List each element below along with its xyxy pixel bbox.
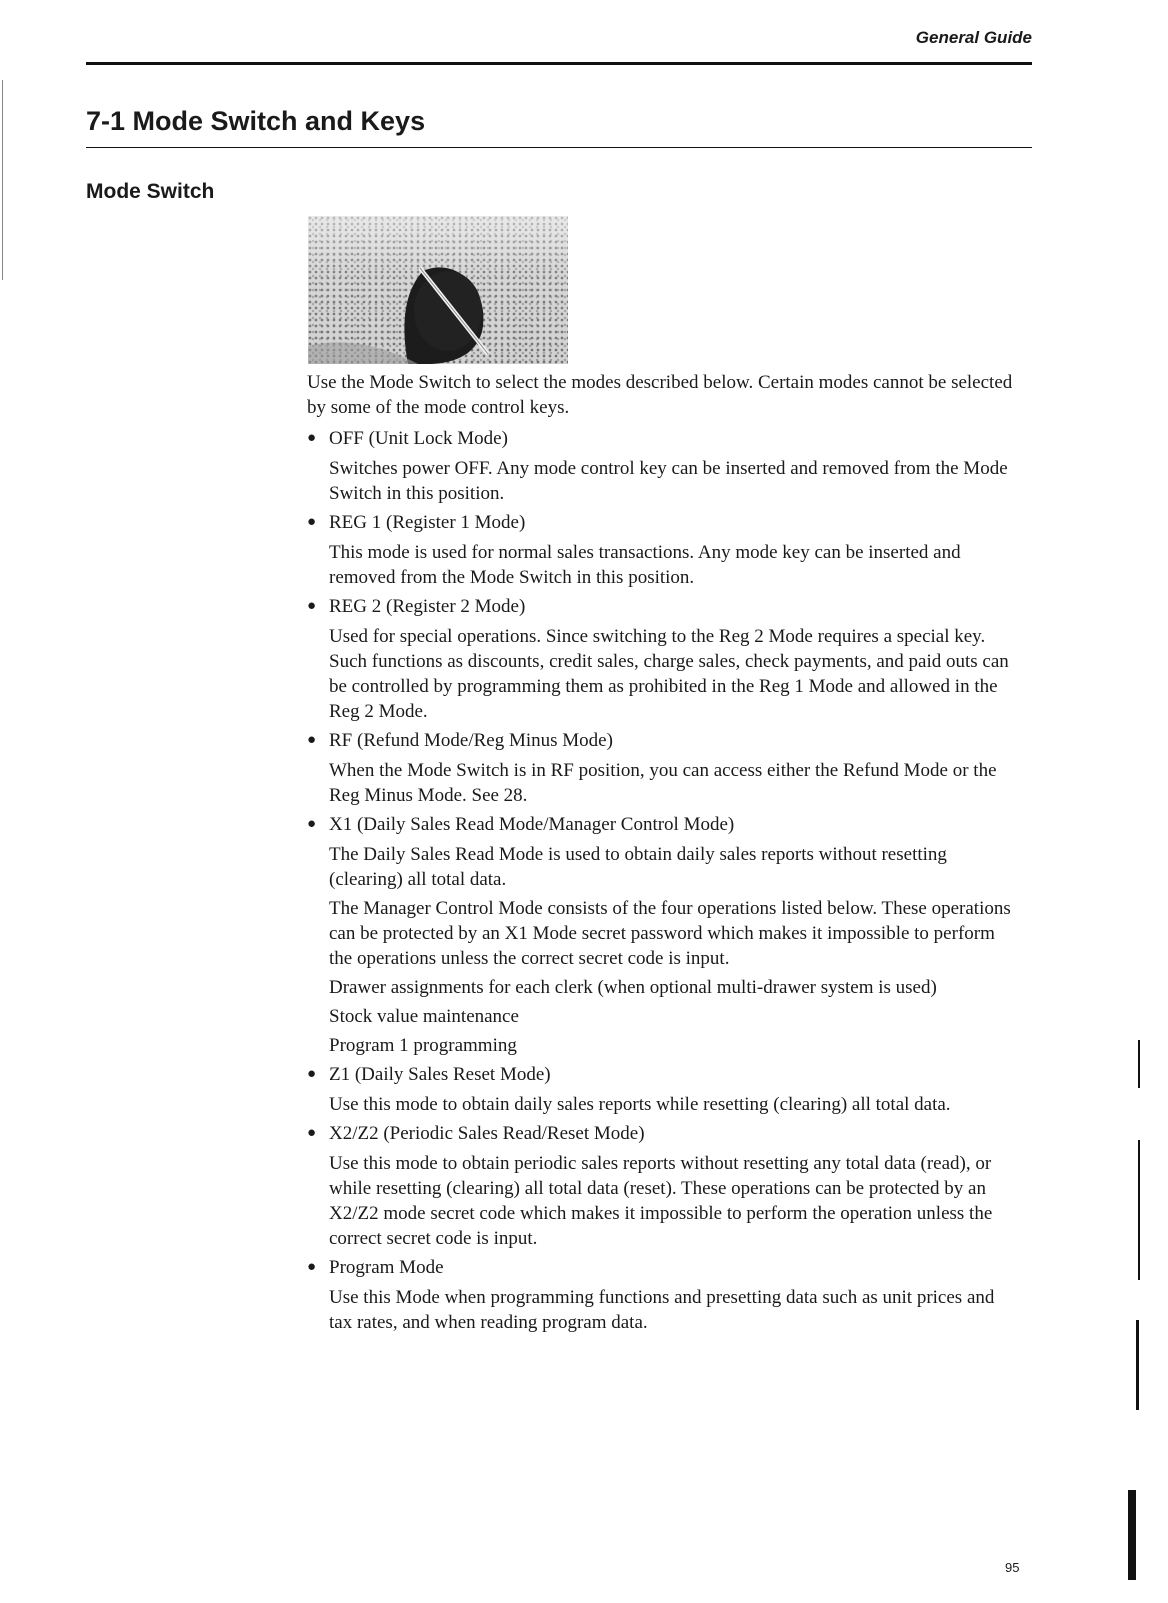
header-rule [86,62,1032,65]
section-rule [86,147,1032,148]
mode-title: RF (Refund Mode/Reg Minus Mode) [329,730,613,751]
mode-description: Use this mode to obtain daily sales reports while resetting (clearing) all total data. [329,1094,951,1115]
body-text [307,370,1017,1339]
mode-description: The Daily Sales Read Mode is used to obtain daily sales reports without resetting (clearing) all total data. [329,844,947,890]
mode-title: REG 1 (Register 1 Mode) [329,512,526,533]
page-number: 95 [1005,1560,1020,1575]
scan-edge-mark [2,80,3,280]
running-header: General Guide [915,28,1032,47]
mode-item-off [307,426,1017,506]
mode-title: OFF (Unit Lock Mode) [329,428,508,449]
mode-description: Used for special operations. Since switching to the Reg 2 Mode requires a special key. Such functions as discounts, credit sales, charge sales, check payments, and paid outs can be controlled by programming them as prohibited in the Reg 1 Mode and allowed in the Reg 2 Mode. [329,626,1009,722]
mode-switch-dial-icon [308,216,568,364]
bullet-icon: ● [307,598,317,614]
mode-title: X2/Z2 (Periodic Sales Read/Reset Mode) [329,1123,645,1144]
mode-title: Z1 (Daily Sales Reset Mode) [329,1064,551,1085]
subsection-title: Mode Switch [86,180,215,203]
mode-item-program [307,1255,1017,1335]
mode-description: Stock value maintenance [329,1006,519,1027]
mode-title: X1 (Daily Sales Read Mode/Manager Control Mode) [329,814,735,835]
bullet-icon: ● [307,1125,317,1141]
mode-item-rf [307,728,1017,808]
bullet-icon: ● [307,430,317,446]
scan-edge-mark [1128,1490,1136,1580]
mode-item-reg1 [307,510,1017,590]
mode-title: Program Mode [329,1257,444,1278]
mode-switch-photo [308,216,568,364]
bullet-icon: ● [307,514,317,530]
bullet-icon: ● [307,732,317,748]
mode-description: Use this Mode when programming functions and presetting data such as unit prices and tax rates, and when reading program data. [329,1287,995,1333]
mode-item-z1 [307,1062,1017,1117]
mode-description: This mode is used for normal sales transactions. Any mode key can be inserted and removed from the Mode Switch in this position. [329,542,961,588]
mode-description: Switches power OFF. Any mode control key can be inserted and removed from the Mode Switch in this position. [329,458,1008,504]
mode-description: When the Mode Switch is in RF position, you can access either the Refund Mode or the Reg Minus Mode. See 28. [329,760,997,806]
scan-edge-mark [1138,1140,1140,1280]
scan-edge-mark [1138,1040,1140,1088]
section-title: 7-1 Mode Switch and Keys [86,106,426,136]
mode-description: Use this mode to obtain periodic sales reports without resetting any total data (read), or while resetting (clearing) all total data (reset). These operations can be protected by an X2/Z2 mode secret code which makes it impossible to perform the operation unless the correct secret code is input. [329,1153,993,1249]
mode-item-x1 [307,812,1017,1058]
mode-item-x2z2 [307,1121,1017,1251]
bullet-icon: ● [307,1066,317,1082]
bullet-icon: ● [307,1259,317,1275]
intro-paragraph: Use the Mode Switch to select the modes described below. Certain modes cannot be selected by some of the mode control keys. [307,372,1013,418]
mode-item-reg2 [307,594,1017,724]
mode-title: REG 2 (Register 2 Mode) [329,596,526,617]
mode-description: Drawer assignments for each clerk (when optional multi-drawer system is used) [329,977,937,998]
bullet-icon: ● [307,816,317,832]
scan-edge-mark [1136,1320,1139,1410]
mode-description: Program 1 programming [329,1035,517,1056]
mode-description: The Manager Control Mode consists of the four operations listed below. These operations can be protected by an X1 Mode secret password which makes it impossible to perform the operations unless the correct secret code is input. [329,898,1011,969]
